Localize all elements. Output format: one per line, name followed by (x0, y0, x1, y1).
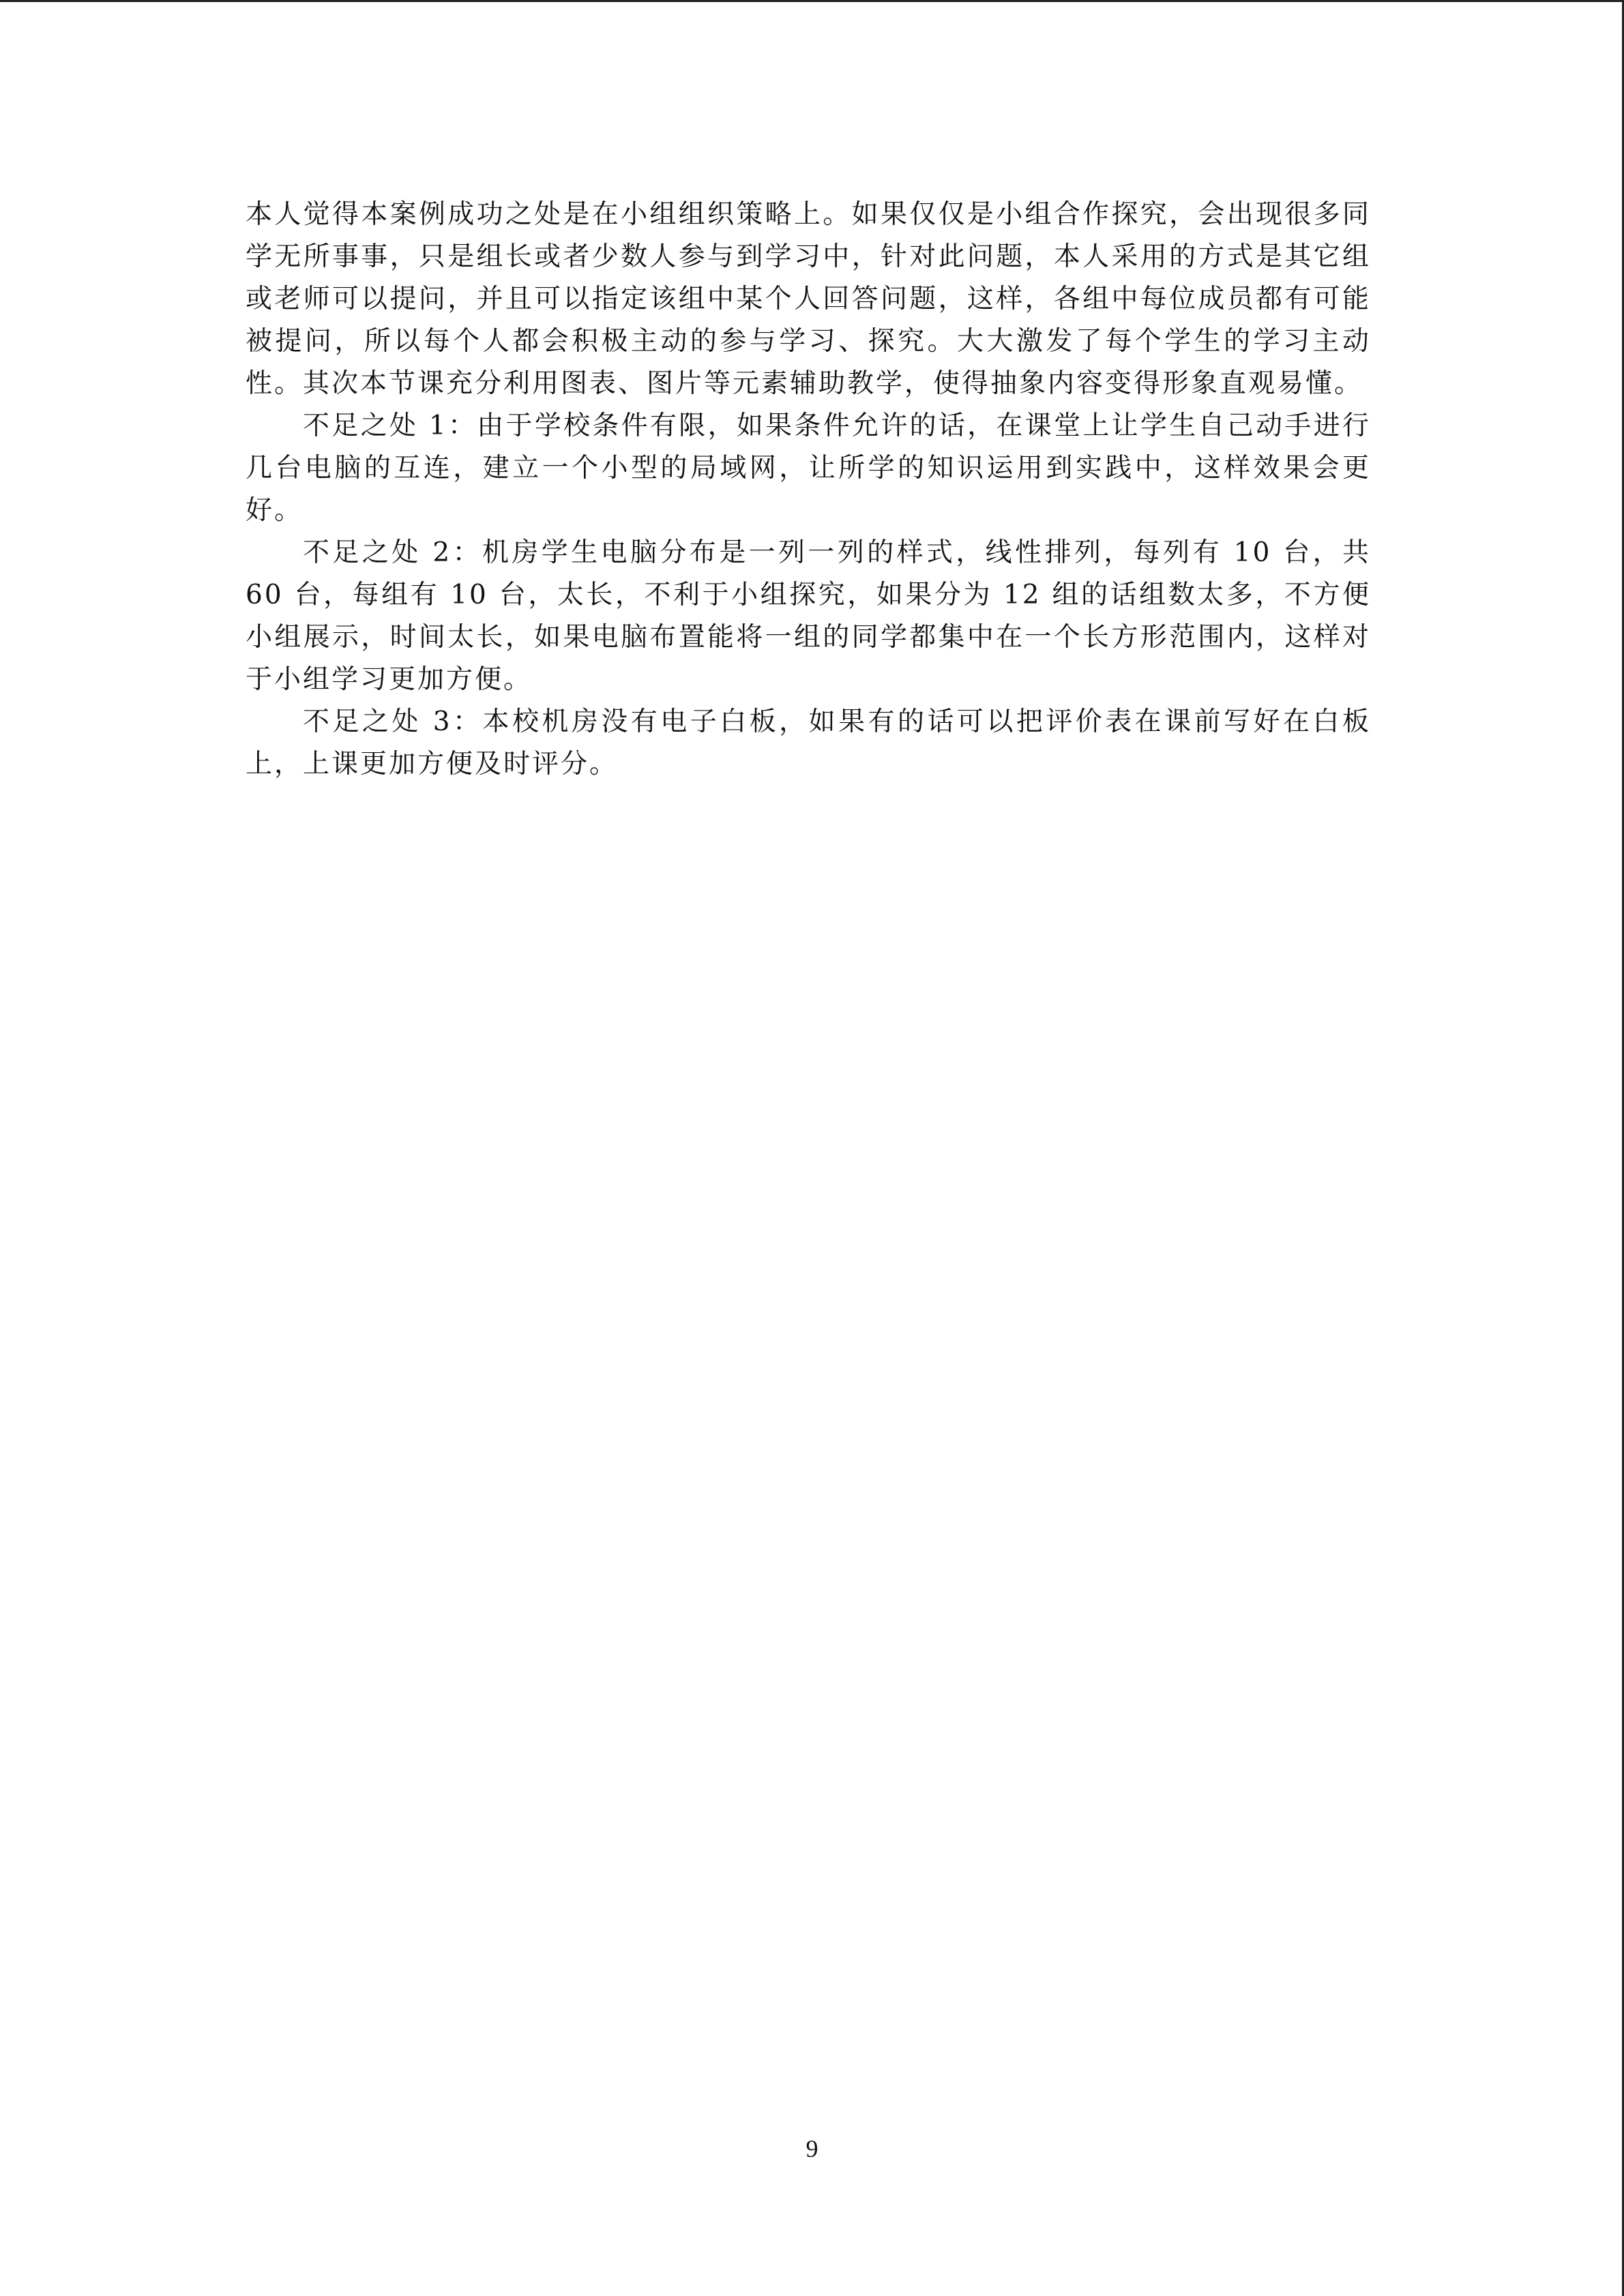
paragraph-success: 本人觉得本案例成功之处是在小组组织策略上。如果仅仅是小组合作探究，会出现很多同学无所事事，只是组长或者少数人参与到学习中，针对此问题，本人采用的方式是其它组或老师可以提问，并且可以指定该组中某个人回答问题，这样，各组中每位成员都有可能被提问，所以每个人都会积极主动的参与学习、探究。大大激发了每个学生的学习主动性。其次本节课充分利用图表、图片等元素辅助教学，使得抽象内容变得形象直观易懂。 (246, 199, 1371, 399)
paragraph-shortcoming-3: 不足之处 3：本校机房没有电子白板，如果有的话可以把评价表在课前写好在白板上，上课更加方便及时评分。 (246, 706, 1371, 779)
paragraph-shortcoming-2: 不足之处 2：机房学生电脑分布是一列一列的样式，线性排列，每列有 10 台，共 60 台，每组有 10 台，太长，不利于小组探究，如果分为 12 组的话组数太多，不方便小组展示，时间太长，如果电脑布置能将一组的同学都集中在一个长方形范围内，这样对于小组学习更加方便。 (246, 537, 1371, 695)
page-number: 9 (806, 2135, 818, 2162)
body-text (246, 194, 1371, 786)
paragraph-shortcoming-1: 不足之处 1：由于学校条件有限，如果条件允许的话，在课堂上让学生自己动手进行几台电脑的互连，建立一个小型的局域网，让所学的知识运用到实践中，这样效果会更好。 (246, 411, 1371, 526)
